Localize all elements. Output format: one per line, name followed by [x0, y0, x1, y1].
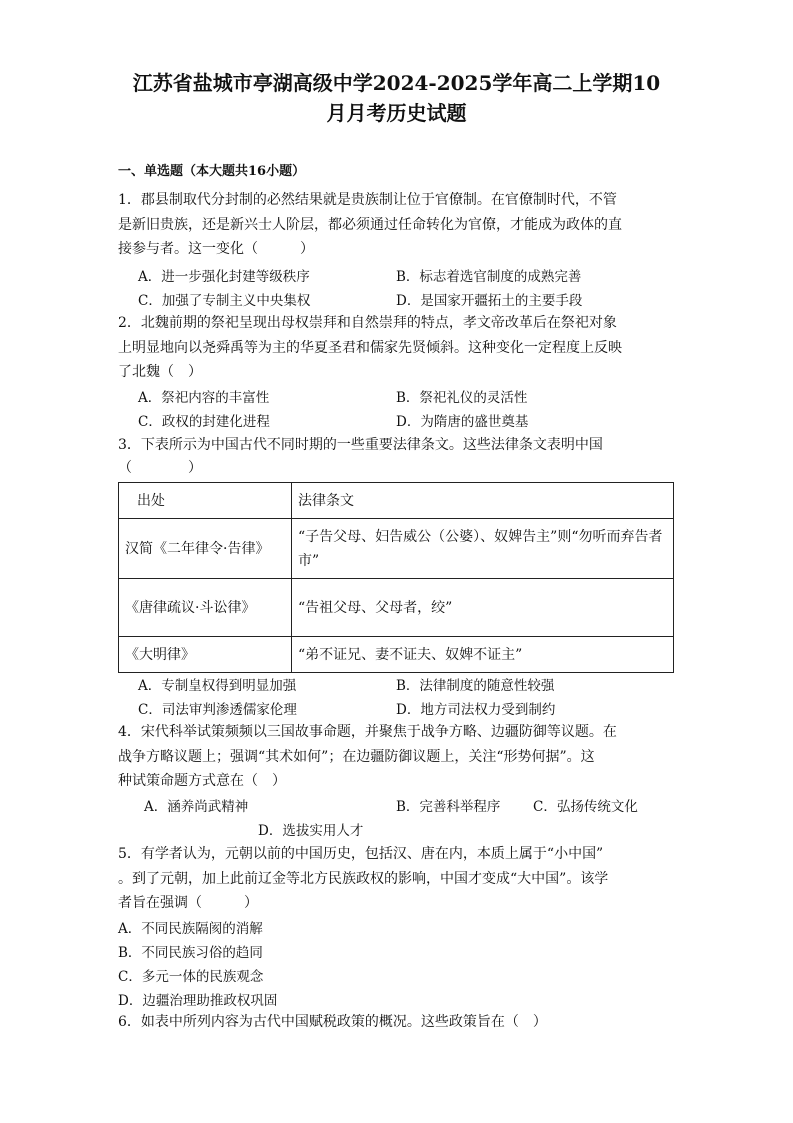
- q2-option-a[interactable]: A．祭祀内容的丰富性: [138, 390, 270, 406]
- q2-option-b[interactable]: B．祭祀礼仪的灵活性: [396, 390, 528, 406]
- law-table-text-cell: “告祖父母、父母者，绞”: [292, 579, 674, 637]
- q3-option-d[interactable]: D．地方司法权力受到制约: [396, 702, 556, 718]
- q3-stem-line: （ ）: [118, 460, 202, 476]
- q1-option-b[interactable]: B．标志着选官制度的成熟完善: [396, 269, 582, 285]
- q3-option-c[interactable]: C．司法审判渗透儒家伦理: [138, 702, 297, 718]
- law-table-header-row: [119, 483, 674, 519]
- q1-option-a[interactable]: A．进一步强化封建等级秩序: [138, 269, 310, 285]
- law-table-row: [119, 637, 674, 673]
- q6-stem-line: 6．如表中所列内容为古代中国赋税政策的概况。这些政策旨在（ ）: [118, 1014, 547, 1030]
- q1-option-c[interactable]: C．加强了专制主义中央集权: [138, 293, 311, 309]
- q5-stem-line: 者旨在强调（ ）: [118, 895, 258, 911]
- law-table-source-cell: 《唐律疏议·斗讼律》: [119, 579, 292, 637]
- law-table-header-text: 法律条文: [292, 483, 674, 519]
- q4-stem-line: 种试策命题方式意在（ ）: [118, 773, 286, 789]
- q4-option-b[interactable]: B．完善科举程序: [396, 799, 501, 815]
- q3-stem-line: 3．下表所示为中国古代不同时期的一些重要法律条文。这些法律条文表明中国: [118, 437, 603, 453]
- q5-stem-line: 5．有学者认为，元朝以前的中国历史，包括汉、唐在内，本质上属于“小中国”: [118, 846, 604, 862]
- law-table-text-cell: “弟不证兄、妻不证夫、奴婢不证主”: [292, 637, 674, 673]
- q3-option-b[interactable]: B．法律制度的随意性较强: [396, 678, 555, 694]
- law-table-source-cell: 《大明律》: [119, 637, 292, 673]
- exam-title-line-2: 月月考历史试题: [326, 101, 467, 125]
- exam-title-line-1: 江苏省盐城市亭湖高级中学2024-2025学年高二上学期10: [132, 71, 661, 95]
- q5-stem-line: 。到了元朝，加上此前辽金等北方民族政权的影响，中国才变成“大中国”。该学: [118, 870, 609, 887]
- q2-stem-line: 了北魏（ ）: [118, 364, 202, 380]
- law-table-text-cell: “子告父母、妇告威公（公婆）、奴婢告主”则“勿听而弃告者市”: [292, 519, 674, 579]
- q5-option-d[interactable]: D．边疆治理助推政权巩固: [118, 993, 278, 1009]
- q4-stem-line: 战争方略议题上；强调“其术如何”；在边疆防御议题上，关注“形势何据”。这: [118, 748, 595, 765]
- q2-option-c[interactable]: C．政权的封建化进程: [138, 414, 270, 430]
- q2-stem-line: 上明显地向以尧舜禹等为主的华夏圣君和儒家先贤倾斜。这种变化一定程度上反映: [118, 339, 622, 356]
- q5-option-b[interactable]: B．不同民族习俗的趋同: [118, 945, 263, 961]
- q1-stem-line: 是新旧贵族，还是新兴士人阶层，都必须通过任命转化为官僚，才能成为政体的直: [118, 216, 622, 233]
- q5-option-a[interactable]: A．不同民族隔阂的消解: [118, 921, 263, 937]
- law-table: [118, 482, 674, 673]
- q1-stem-line: 接参与者。这一变化（ ）: [118, 241, 314, 257]
- q2-option-d[interactable]: D．为隋唐的盛世奠基: [396, 414, 529, 430]
- law-table-header-source: 出处: [119, 483, 292, 519]
- q1-option-d[interactable]: D．是国家开疆拓土的主要手段: [396, 293, 583, 309]
- law-table-source-cell: 汉简《二年律令·告律》: [119, 519, 292, 579]
- q1-stem-line: 1．郡县制取代分封制的必然结果就是贵族制让位于官僚制。在官僚制时代，不管: [118, 192, 617, 208]
- q3-option-a[interactable]: A．专制皇权得到明显加强: [138, 678, 297, 694]
- q2-stem-line: 2．北魏前期的祭祀呈现出母权崇拜和自然崇拜的特点，孝文帝改革后在祭祀对象: [118, 315, 617, 331]
- q4-option-d[interactable]: D．选拔实用人才: [258, 823, 364, 839]
- q4-option-c[interactable]: C．弘扬传统文化: [533, 799, 638, 815]
- section-heading: 一、单选题（本大题共16小题）: [118, 164, 306, 179]
- law-table-row: [119, 519, 674, 579]
- law-table-row: [119, 579, 674, 637]
- q4-option-a[interactable]: A．涵养尚武精神: [144, 799, 249, 815]
- q5-option-c[interactable]: C．多元一体的民族观念: [118, 969, 264, 985]
- q4-stem-line: 4．宋代科举试策频频以三国故事命题，并聚焦于战争方略、边疆防御等议题。在: [118, 724, 617, 740]
